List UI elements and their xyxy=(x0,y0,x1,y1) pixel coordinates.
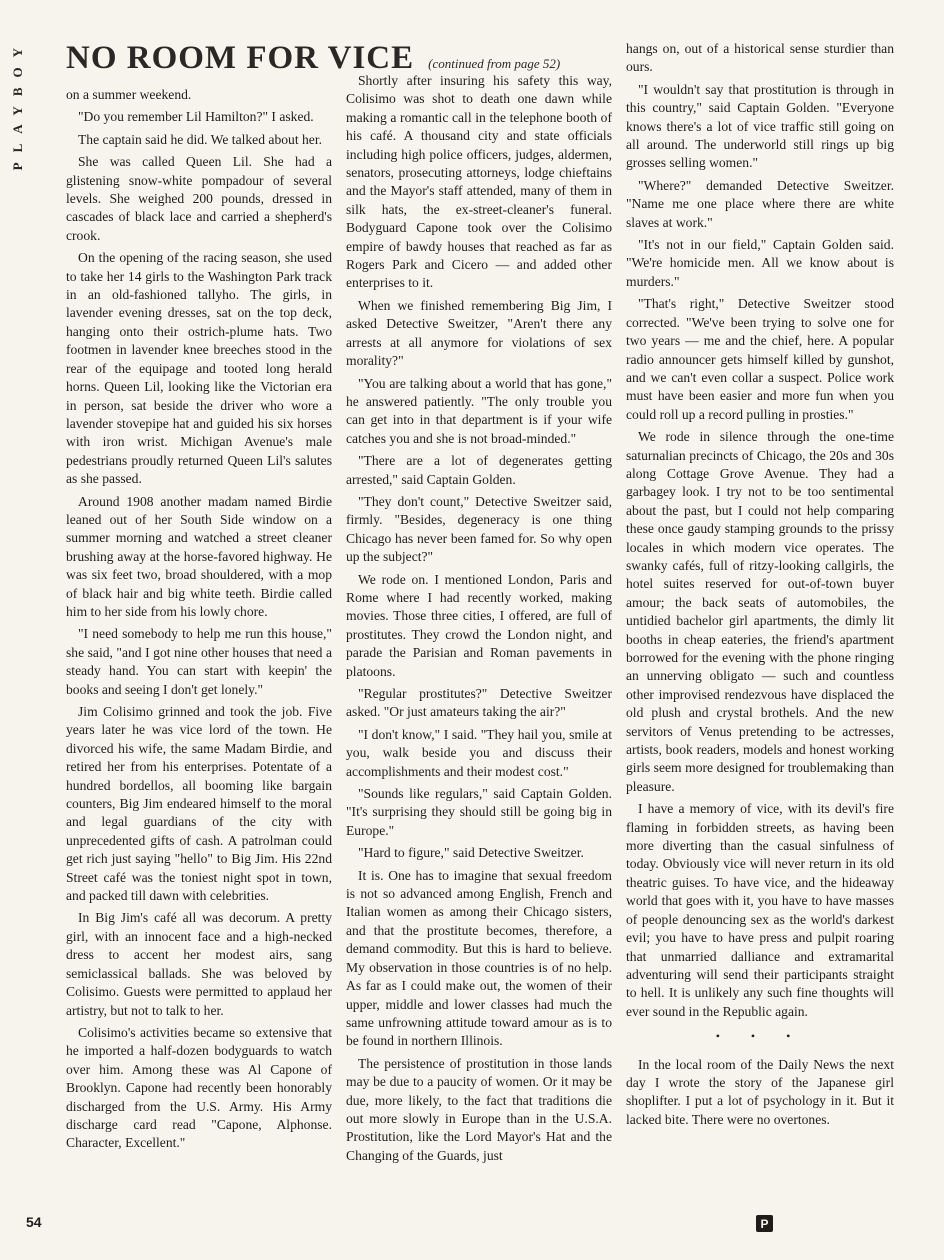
paragraph: "I need somebody to help me run this house," she said, "and I got nine other houses that need a steady hand. You can start with keepin' the books and seeing I don't get lonely." xyxy=(66,626,332,697)
text-column-1 xyxy=(66,86,332,1157)
paragraph: "Where?" demanded Detective Sweitzer. "Name me one place where there are white slaves at work." xyxy=(626,177,894,230)
paragraph: "That's right," Detective Sweitzer stood corrected. "We've been trying to solve one for two years — me and the chief, here. A popular radio announcer gets himself killed by gunshot, and we can't even collar a suspect. Police work must have been easier and more fun when you could roll up a record pulling in prosties." xyxy=(626,296,894,422)
paragraph: In the local room of the Daily News the next day I wrote the story of the Japanese girl shoplifter. I put a lot of psychology in it. But it lacked bite. There were no overtones. xyxy=(626,1056,894,1127)
paragraph: Around 1908 another madam named Birdie leaned out of her South Side window on a summer morning and watched a street cleaner brushing away at the horse-favored highway. He was six feet two, broad shouldered, with a mop of black hair and big white teeth. Birdie called him to her side from his lowly chore. xyxy=(66,493,332,619)
paragraph: "I don't know," I said. "They hail you, smile at you, walk beside you and discuss their accomplishments and their modest cost." xyxy=(346,726,612,779)
paragraph: She was called Queen Lil. She had a glistening snow-white pompadour of several levels. She weighed 200 pounds, dressed in cascades of black lace and carried a shepherd's crook. xyxy=(66,154,332,243)
paragraph: "It's not in our field," Captain Golden said. "We're homicide men. All we know about is murders." xyxy=(626,237,894,289)
text-column-3 xyxy=(626,40,894,1133)
paragraph: It is. One has to imagine that sexual freedom is not so advanced among English, French and Italian women as among their Chicago sisters, and that the prostitute becomes, therefore, a demand commodity. But this is hard to believe. My observation in those countries is of no help. As far as I could make out, the women of their upper, middle and lower classes had much the same unfrowning attitude toward amour as is to be found in northern Illinois. xyxy=(346,867,612,1049)
paragraph: Jim Colisimo grinned and took the job. Five years later he was vice lord of the town. He divorced his wife, the same Madam Birdie, and retired her from his enterprises. Potentate of a hundred bordellos, all booming like bargain counters, Big Jim endeared himself to the moral and legal guardians of the city with unprecedented gifts of cash. A patrolman could get rich just saying "hello" to Big Jim. His 22nd Street café was the toniest night spot in town, and packed till dawn with celebrities. xyxy=(66,704,332,904)
paragraph: "Do you remember Lil Hamilton?" I asked. xyxy=(78,109,314,125)
paragraph: "Hard to figure," said Detective Sweitzer. xyxy=(358,845,584,861)
text-column-2 xyxy=(346,72,612,1169)
paragraph: The persistence of prostitution in those lands may be due to a paucity of women. Or it may be due, more likely, to the fact that traditions die out more slowly in Europe than in the U.S.A. Prostitution, like the Lord Mayor's Hat and the Changing of the Guards, just xyxy=(346,1055,612,1163)
paragraph: "You are talking about a world that has gone," he answered patiently. "The only trouble you can get into in that department is if your wife catches you and she is not broad-minded." xyxy=(346,375,612,446)
paragraph: "There are a lot of degenerates getting arrested," said Captain Golden. xyxy=(346,453,612,487)
article-headline: NO ROOM FOR VICE xyxy=(66,40,415,76)
section-separator: • • • xyxy=(715,1029,805,1044)
continued-note: (continued from page 52) xyxy=(428,56,561,71)
paragraph: The captain said he did. We talked about her. xyxy=(78,131,323,147)
page-number: 54 xyxy=(26,1214,42,1230)
magazine-side-label: PLAYBOY xyxy=(10,38,25,171)
paragraph: On the opening of the racing season, she used to take her 14 girls to the Washington Park track in an old-fashioned tallyho. The girls, in lavender evening dresses, sat on the top deck, hanging onto their ostrich-plume hats. Two footmen in lavender knee breeches stood in the rear of the equipage and tooted long herald horns. Queen Lil, looking like the Victorian era in person, sat beside the driver who wore a lavender stovepipe hat and guided his six horses with iron wrist. Michigan Avenue's male pedestrians proudly returned Queen Lil's salutes as she passed. xyxy=(66,250,332,487)
paragraph: hangs on, out of a historical sense sturdier than ours. xyxy=(626,41,894,75)
paragraph: "Regular prostitutes?" Detective Sweitzer asked. "Or just amateurs taking the air?" xyxy=(346,686,612,720)
paragraph: I have a memory of vice, with its devil's fire flaming in forbidden streets, as having been more diverting than the casual sinfulness of today. Obviously vice will never return in its old theatric guises. To have vice, and the hideaway world that goes with it, you have to have masses of people denouncing sex as the world's darkest evil; you have to have press and pulpit roaring that unmarried dalliance and extramarital adventuring will send their participants straight to hell. It is unlikely any such fine thoughts will ever sound in the Republic again. xyxy=(626,801,894,1019)
paragraph: In Big Jim's café all was decorum. A pretty girl, with an innocent face and a high-necked dress to accent her modest airs, sang semiclassical ballads. She was beloved by Colisimo. Guests were permitted to applaud her artistry, but not to talk to her. xyxy=(66,910,332,1018)
paragraph: "They don't count," Detective Sweitzer said, firmly. "Besides, degeneracy is one thing Chicago has never been famed for. So why open up the subject?" xyxy=(346,493,612,565)
paragraph: We rode in silence through the one-time saturnalian precincts of Chicago, the 20s and 30s along Cottage Grove Avenue. They had a garbagey look. I try not to be too sentimental about the past, but I could not help comparing these once gaudy stamping grounds to the prissy locales in which modern vice operates. The swanky cafés, full of ritzy-looking callgirls, the hotel suites reserved for out-of-town buyer amour; the back seats of automobiles, the untidied bachelor girl apartments, the dimly lit booths in cheap eateries, the friend's apartment borrowed for the evening with the phone ringing an unnerving obligato — such and countless other improvised rendezvous have displaced the old plush and crystal brothels. And the new servitors of Venus pretending to be actresses, artists, book readers, models and honest working girls seem more designed for troublemaking than pleasure. xyxy=(626,429,894,794)
paragraph: "Sounds like regulars," said Captain Golden. "It's surprising they should still be going big in Europe." xyxy=(346,786,612,838)
paragraph: on a summer weekend. xyxy=(66,87,192,102)
end-mark-icon: P xyxy=(756,1215,773,1232)
paragraph: Shortly after insuring his safety this way, Colisimo was shot to death one dawn while making a romantic call in the telephone booth of his café. A thousand city and state officials including high police officers, judges, aldermen, senators, prosecuting attorneys, lodge chieftains and the Mayor's staff attended, many of them in silk hats, the ex-street-cleaner's funeral. Bodyguard Capone took over the Colisimo empire of bawdy houses that reached as far as Rogers Park and Cicero — and added other enterprises to it. xyxy=(346,73,612,291)
paragraph: "I wouldn't say that prostitution is through in this country," said Captain Golden. "Everyone knows there's a lot of vice traffic still going on all around. The underworld still rings up big grosses selling women." xyxy=(626,81,894,171)
paragraph: Colisimo's activities became so extensive that he imported a half-dozen bodyguards to watch over him. Among these was Al Capone of Brooklyn. Capone had recently been honorably discharged from the U.S. Army. His Army discharge card read "Capone, Alphonse. Character, Excellent." xyxy=(66,1024,332,1151)
paragraph: We rode on. I mentioned London, Paris and Rome where I had recently worked, making movies. Those three cities, I offered, are full of prostitutes. They crowd the London night, and parade the Parisian and Roman pavements in platoons. xyxy=(346,571,612,679)
paragraph: When we finished remembering Big Jim, I asked Detective Sweitzer, "Aren't there any arrests at all anymore for violations of sex morality?" xyxy=(346,297,612,369)
